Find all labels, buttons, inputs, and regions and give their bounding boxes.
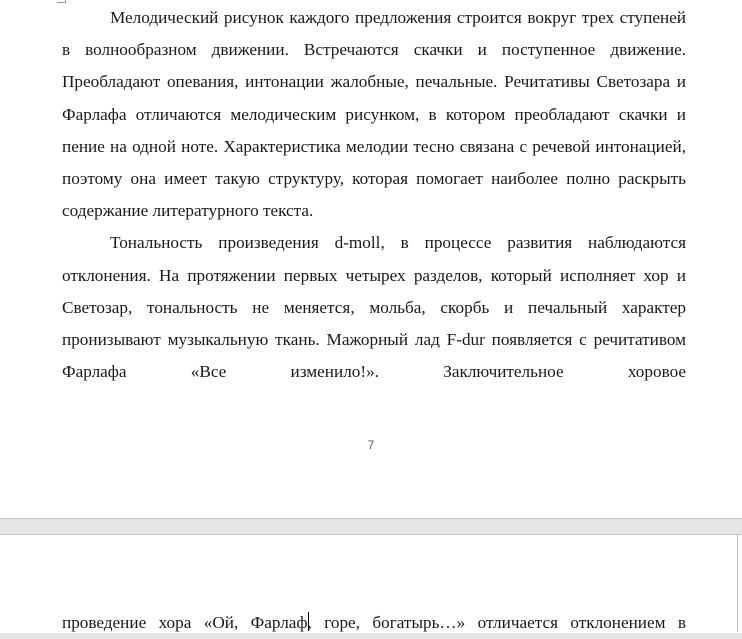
text-after-cursor: , горе, богатырь…» отличается отклонением в [307,613,686,632]
page-right-edge-shadow [737,534,738,632]
document-page-8[interactable] [0,534,742,633]
paragraph-melodic-pattern[interactable]: Мелодический рисунок каждого предложения строится вокруг трех ступеней в волнообразном движении. Встречаются скачки и поступенное движение. Преобладают опевания, интонации жалобные, печальные. Речитативы Светозара и Фарлафа отличаются мелодическим рисунком, в котором преобладают скачки и пение на одной ноте. Характеристика мелодии тесно связана с речевой интонацией, поэтому она имеет такую структуру, которая помогает наиболее полно раскрыть содержание литературного текста. [62,8,686,221]
text-before-cursor: проведение хора «Ой, Фарлаф [62,613,308,632]
page-text-line[interactable] [62,607,686,639]
page-text-body[interactable] [62,2,686,388]
paragraph-tonality[interactable]: Тональность произведения d-moll, в процессе развития наблюдаются отклонения. На протяжении первых четырех разделов, который исполняет хор и Светозар, тональность не меняется, мольба, скорбь и печальный характер пронизывают музыкальную ткань. Мажорный лад F-dur появляется с речитативом Фарлафа «Все изменило!». Заключительное хоровое [62,233,686,382]
page-number: 7 [367,438,375,452]
